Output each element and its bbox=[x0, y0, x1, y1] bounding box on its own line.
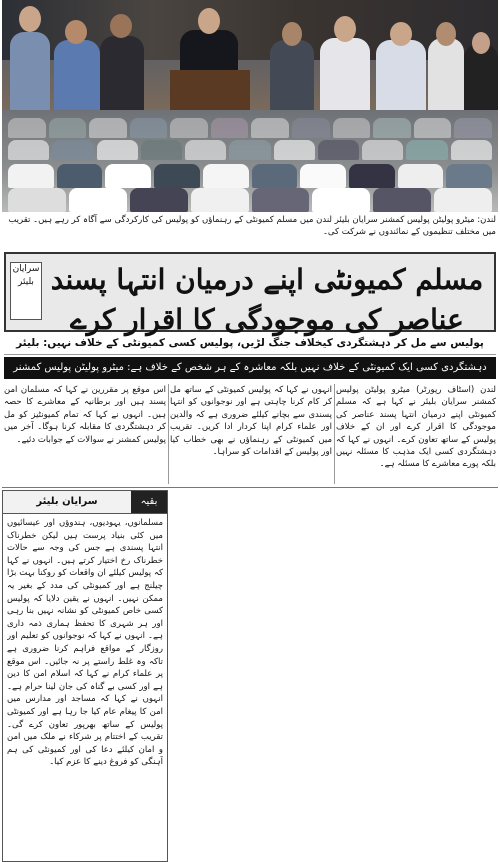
continuation-body: مسلمانوں، یہودیوں، ہندوؤں اور عیسائیوں میں کئی بنیاد پرست ہیں لیکن خطرناک انتہا پسندی ہے جس کی وجہ سے حالات خطرناک رخ اختیار کرتے ہیں۔ انہوں نے کہا کہ پولیس کیلئے ان واقعات کو روکنا بہت بڑا چیلنج ہے اور کمیونٹی کی مدد کے بغیر یہ ممکن نہیں۔ انہوں نے یقین دلایا کہ پولیس کسی خاص کمیونٹی کو نشانہ نہیں بنا رہی اور ہر شہری کا تحفظ ہماری ذمہ داری ہے۔ انہوں نے کہا کہ نوجوانوں کو تعلیم اور روزگار کے مواقع فراہم کرنا ضروری ہے تاکہ وہ غلط راستے پر نہ جائیں۔ اس موقع پر علماء کرام نے کہا کہ اسلام امن کا دین ہے اور کسی بے گناہ کی جان لینا حرام ہے۔ انہوں نے کہا کہ مساجد اور مدارس میں امن کا پیغام عام کیا جا رہا ہے اور کمیونٹی پولیس کے ساتھ بھرپور تعاون کرے گی۔ تقریب کے اختتام پر شرکاء نے ملک میں امن و امان کیلئے دعا کی اور کمیونٹی کی ہم آہنگی کو فروغ دینے کا عزم کیا۔ bbox=[7, 518, 163, 768]
event-photo-audience bbox=[2, 110, 498, 212]
subheadline: پولیس سے مل کر دہشتگردی کیخلاف جنگ لڑیں، پولیس کسی کمیونٹی کے خلاف نہیں: بلیئر bbox=[4, 332, 496, 355]
main-headline: مسلم کمیونٹی اپنے درمیان انتہا پسند عناصر کی موجودگی کا اقرار کرے bbox=[50, 263, 484, 336]
continuation-author: سرایان بلیئر bbox=[36, 496, 98, 507]
article-column-2: انہوں نے کہا کہ پولیس کمیونٹی کے ساتھ مل کر کام کرنا چاہتی ہے اور نوجوانوں کو انتہا پسندی سے بچانے کیلئے ضروری ہے کہ والدین اور علماء کرام اپنا کردار ادا کریں۔ تقریب میں کمیونٹی کے رہنماؤں نے بھی خطاب کیا اور پولیس کے اقدامات کو سراہا۔ bbox=[170, 385, 332, 458]
headline-byline: سرایان بلیئر bbox=[10, 262, 42, 320]
subheadline-strip: دہشتگردی کسی ایک کمیونٹی کے خلاف نہیں بلکہ معاشرہ کے ہر شخص کے خلاف ہے: میٹرو پولیٹن پولیس کمشنر bbox=[4, 357, 496, 379]
column-divider bbox=[334, 384, 335, 484]
article-column-3: اس موقع پر مقررین نے کہا کہ مسلمان امن پسند ہیں اور برطانیہ کے معاشرے کا حصہ ہیں۔ انہوں نے کہا کہ تمام کمیونٹیز کو مل کر دہشتگردی کا مقابلہ کرنا ہوگا۔ آخر میں پولیس کمشنر نے سوالات کے جوابات دئیے۔ bbox=[4, 385, 166, 445]
headline-box bbox=[4, 252, 496, 336]
article-column-1: لندن (اسٹاف رپورٹر) میٹرو پولیٹن پولیس کمشنر سرایان بلیئر نے کہا ہے کہ مسلم کمیونٹی اپنے درمیان انتہا پسند عناصر کی موجودگی کا اقرار کرے اور ان کے خلاف پولیس کے ساتھ تعاون کرے۔ انہوں نے کہا کہ دہشتگردی کسی ایک مذہب کا مسئلہ نہیں بلکہ پورے معاشرے کا مسئلہ ہے۔ bbox=[336, 385, 496, 470]
continuation-header bbox=[3, 491, 167, 514]
column-divider bbox=[168, 384, 169, 484]
photo-caption: لندن: میٹرو پولیٹن پولیس کمشنر سرایان بلیئر لندن میں مسلم کمیونٹی کے رہنماؤں کو پولیس کی کارکردگی سے آگاہ کر رہے ہیں۔ تقریب میں مختلف تنظیموں کے نمائندوں نے شرکت کی۔ bbox=[8, 215, 496, 237]
continuation-box bbox=[2, 490, 168, 862]
section-divider bbox=[2, 487, 498, 488]
event-photo-stage bbox=[2, 0, 498, 110]
continuation-tag: بقیہ bbox=[131, 491, 167, 513]
